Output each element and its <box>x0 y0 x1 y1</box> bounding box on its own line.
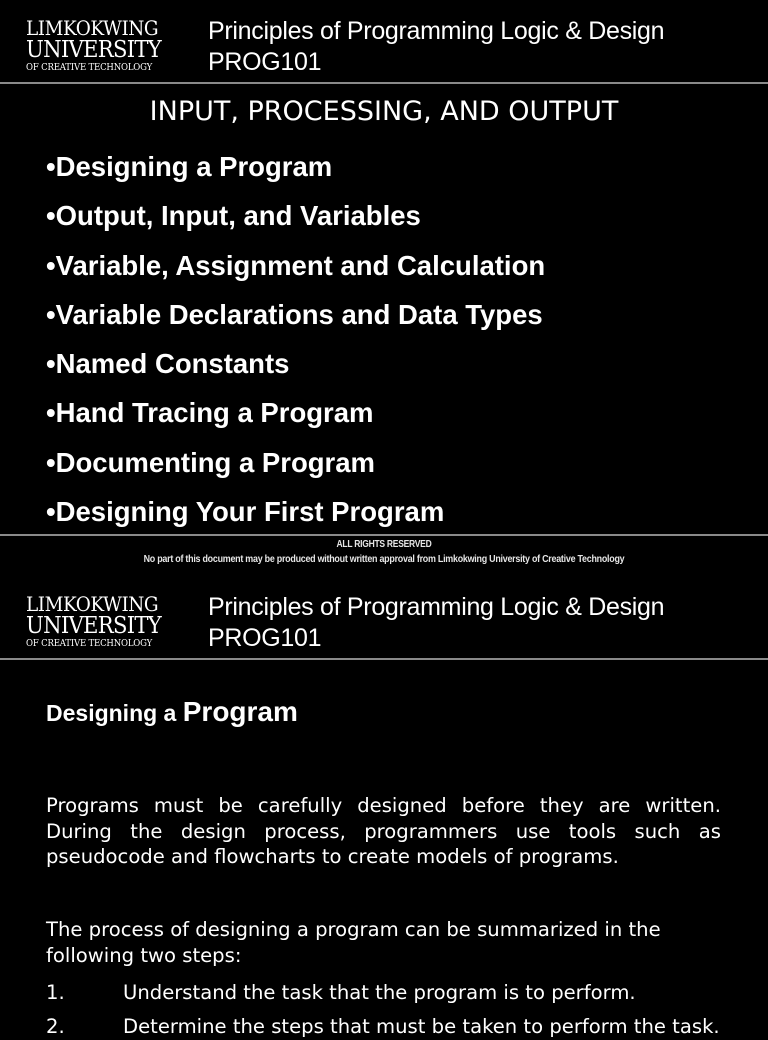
footer-divider <box>0 534 768 536</box>
paragraph-1: Programs must be carefully designed before they are written. During the design process, programmers use tools such as pseudocode and flowcharts to create models of programs. <box>46 794 721 869</box>
list-item-label: Designing Your First Program <box>55 496 445 528</box>
university-logo <box>26 18 186 74</box>
list-item <box>46 241 545 290</box>
list-item-label: Variable, Assignment and Calculation <box>55 249 546 281</box>
slide-title: INPUT, PROCESSING, AND OUTPUT <box>149 96 619 127</box>
slide-header <box>0 576 768 660</box>
course-title: Principles of Programming Logic & Design <box>208 17 665 45</box>
list-item <box>46 290 545 339</box>
step-text: Understand the task that the program is to perform. <box>123 981 636 1004</box>
slide-header <box>0 0 768 84</box>
university-logo <box>26 594 186 650</box>
bullet-icon: • <box>46 496 56 528</box>
slide-2 <box>0 576 768 1038</box>
logo-line-1: LIMKOKWING <box>26 16 159 40</box>
list-item <box>46 191 545 240</box>
logo-line-2: UNIVERSITY <box>26 613 161 639</box>
bullet-icon: • <box>46 151 56 182</box>
step-item <box>46 980 636 1006</box>
logo-line-3: OF CREATIVE TECHNOLOGY <box>26 639 153 649</box>
logo-line-3: OF CREATIVE TECHNOLOGY <box>26 63 153 73</box>
header-divider <box>0 82 768 84</box>
bullet-icon: • <box>46 348 56 380</box>
course-title: Principles of Programming Logic & Design <box>208 593 665 621</box>
section-heading-part-1: Designing a <box>46 700 183 726</box>
list-item-label: Named Constants <box>55 348 290 380</box>
topic-list <box>46 142 545 536</box>
bullet-icon: • <box>46 446 56 478</box>
list-item <box>46 339 545 388</box>
footer-rights: ALL RIGHTS RESERVED <box>336 539 432 550</box>
step-item <box>46 1014 720 1040</box>
course-code: PROG101 <box>208 48 322 76</box>
bullet-icon: • <box>46 200 56 232</box>
step-number: 1. <box>46 981 65 1004</box>
course-info <box>208 592 664 654</box>
course-info <box>208 16 664 78</box>
list-item <box>46 142 545 191</box>
list-item-label: Variable Declarations and Data Types <box>55 298 543 330</box>
section-heading <box>46 694 298 735</box>
list-item-label: Designing a Program <box>55 151 333 182</box>
bullet-icon: • <box>46 249 56 281</box>
logo-line-2: UNIVERSITY <box>26 37 161 63</box>
footer-notice: No part of this document may be produced without written approval from Limkokwing University of Creative Technology <box>143 553 625 565</box>
bullet-icon: • <box>46 298 56 330</box>
list-item <box>46 487 545 536</box>
list-item <box>46 388 545 437</box>
slide-footer <box>0 538 768 566</box>
list-item-label: Documenting a Program <box>55 446 375 478</box>
course-code: PROG101 <box>208 624 322 652</box>
logo-line-1: LIMKOKWING <box>26 592 159 616</box>
step-text: Determine the steps that must be taken to perform the task. <box>123 1015 720 1038</box>
bullet-icon: • <box>46 397 56 429</box>
section-heading-part-2: Program <box>182 696 298 727</box>
header-divider <box>0 658 768 660</box>
paragraph-2: The process of designing a program can be summarized in the following two steps: <box>46 918 661 967</box>
list-item <box>46 438 545 487</box>
list-item-label: Hand Tracing a Program <box>55 397 374 429</box>
step-number: 2. <box>46 1015 65 1038</box>
list-item-label: Output, Input, and Variables <box>55 200 421 232</box>
